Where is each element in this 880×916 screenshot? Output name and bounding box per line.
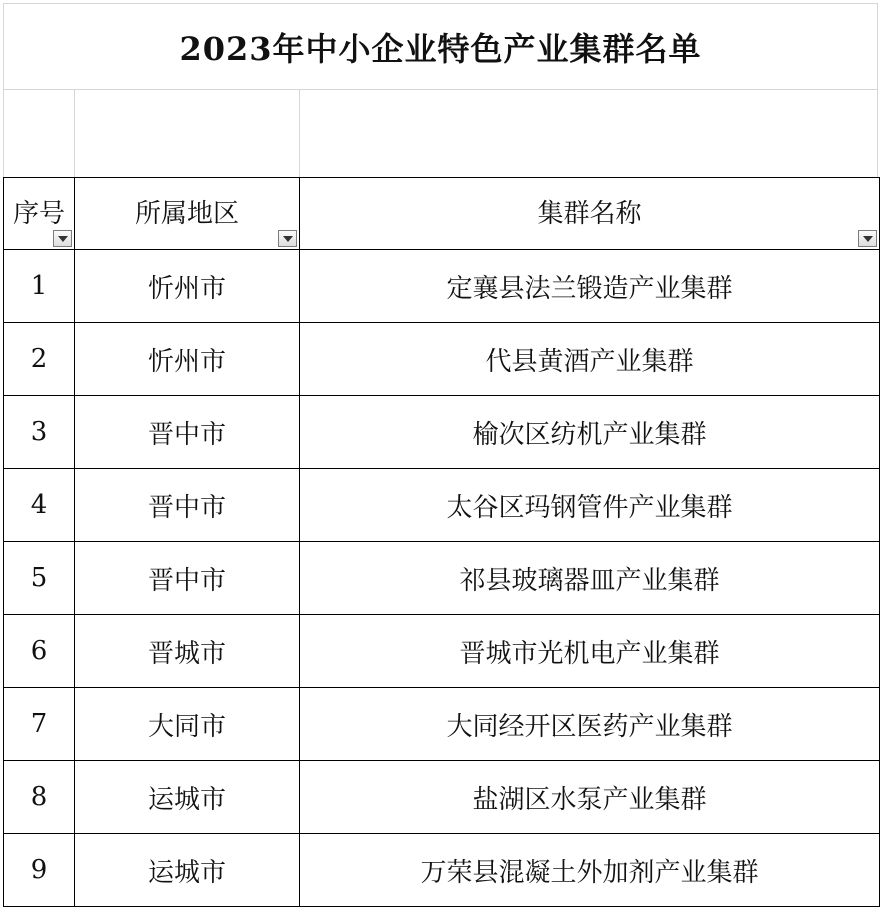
header-index-label: 序号 <box>12 199 65 229</box>
header-name-label: 集群名称 <box>537 199 642 229</box>
table-row <box>4 834 880 907</box>
cell-region[interactable]: 运城市 <box>75 761 300 834</box>
sheet-title: 2023年中小企业特色产业集群名单 <box>179 29 702 68</box>
cell-index[interactable]: 3 <box>4 396 75 469</box>
cell-index[interactable]: 7 <box>4 688 75 761</box>
cell-name[interactable]: 定襄县法兰锻造产业集群 <box>300 250 880 323</box>
title-cell[interactable] <box>3 3 878 89</box>
header-row <box>4 178 880 250</box>
table-row <box>4 688 880 761</box>
header-name[interactable] <box>300 178 880 250</box>
cell-index[interactable]: 8 <box>4 761 75 834</box>
cell-region[interactable]: 晋中市 <box>75 542 300 615</box>
empty-row[interactable] <box>3 89 878 177</box>
cell-index[interactable]: 2 <box>4 323 75 396</box>
header-index[interactable] <box>4 178 75 250</box>
cell-region[interactable]: 晋中市 <box>75 469 300 542</box>
dropdown-arrow-icon <box>863 236 873 242</box>
gridline <box>74 90 75 177</box>
cell-name[interactable]: 大同经开区医药产业集群 <box>300 688 880 761</box>
table-row <box>4 615 880 688</box>
cell-index[interactable]: 4 <box>4 469 75 542</box>
cell-region[interactable]: 大同市 <box>75 688 300 761</box>
table-row <box>4 542 880 615</box>
header-region-label: 所属地区 <box>134 199 239 229</box>
cell-name[interactable]: 代县黄酒产业集群 <box>300 323 880 396</box>
cell-region[interactable]: 忻州市 <box>75 250 300 323</box>
cell-index[interactable]: 1 <box>4 250 75 323</box>
table-row <box>4 323 880 396</box>
cell-name[interactable]: 祁县玻璃器皿产业集群 <box>300 542 880 615</box>
table-row <box>4 469 880 542</box>
cell-name[interactable]: 榆次区纺机产业集群 <box>300 396 880 469</box>
cluster-table <box>3 177 880 907</box>
filter-dropdown-button[interactable] <box>278 230 297 247</box>
table-row <box>4 761 880 834</box>
table-row <box>4 250 880 323</box>
gridline <box>299 90 300 177</box>
cell-name[interactable]: 晋城市光机电产业集群 <box>300 615 880 688</box>
header-region[interactable] <box>75 178 300 250</box>
cell-region[interactable]: 忻州市 <box>75 323 300 396</box>
cell-region[interactable]: 晋中市 <box>75 396 300 469</box>
dropdown-arrow-icon <box>58 236 68 242</box>
filter-dropdown-button[interactable] <box>53 230 72 247</box>
cell-index[interactable]: 6 <box>4 615 75 688</box>
cell-name[interactable]: 盐湖区水泵产业集群 <box>300 761 880 834</box>
cell-index[interactable]: 9 <box>4 834 75 907</box>
filter-dropdown-button[interactable] <box>858 230 877 247</box>
dropdown-arrow-icon <box>283 236 293 242</box>
cell-name[interactable]: 太谷区玛钢管件产业集群 <box>300 469 880 542</box>
cell-region[interactable]: 运城市 <box>75 834 300 907</box>
cell-name[interactable]: 万荣县混凝土外加剂产业集群 <box>300 834 880 907</box>
cell-region[interactable]: 晋城市 <box>75 615 300 688</box>
table-row <box>4 396 880 469</box>
cell-index[interactable]: 5 <box>4 542 75 615</box>
